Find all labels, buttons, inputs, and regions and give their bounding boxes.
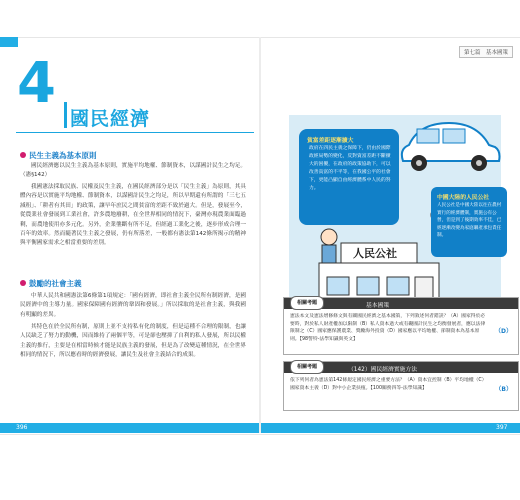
small-bubble-title: 中國大陸的人民公社 — [437, 195, 490, 201]
bullet-icon — [20, 280, 26, 286]
section-heading-1 — [20, 150, 97, 161]
section-heading-1-text: 民生主義為基本原則 — [29, 151, 97, 160]
right-page-content — [261, 37, 520, 433]
exam-box-2-body: 依下列何者為憲法第142條規定國民經濟之重要方法？（A）資本宜控制（B）平均地權（C）國家資本主義（D）對中小企業扶植。【100關務四等-法學知識】 — [290, 378, 485, 391]
bullet-icon — [20, 152, 26, 158]
left-page-number: 396 — [16, 424, 28, 431]
chapter-number: 4 — [17, 51, 56, 116]
paragraph-4: 其特色在於全民所有制，原則上並不支持私有化的制度，但是這種不合理的限制，也讓人民缺乏了努力的動機，因而維持了兩個平等，可是卻也壓抑了自利的私人發展，所以民權主義的推行，主要是在相當時候才能是民族主義的發展，但是為了改變這種情況，在全世界相同的情況下，所以應看時的經濟發展，讓民生及社會主義結合的成果。 — [20, 324, 246, 359]
exam-box-1-body: 憲法本文及憲法增修條文與有關國民經濟之基本國策，下列敘述何者錯誤？（A）國家得於必要時，對於私人財產權加以限制（B）私人資本過大或有礙國計民生之均衡發展者，應以法律限制之（C）國家應保護農業、獎勵海外投資（D）國家應以平均地權、節制資本為基本原則。【98警特-法學知識與英文】 — [290, 314, 486, 342]
chapter-title: 國民經濟 — [70, 108, 151, 130]
exam-box-1-answer: （D） — [495, 328, 512, 335]
car-icon — [402, 123, 500, 171]
running-header: 第七篇 基本國策 — [459, 46, 513, 58]
section-heading-2-text: 鼓勵的社會主義 — [29, 279, 82, 288]
main-bubble-title: 貧富差距逐漸擴大 — [307, 138, 354, 144]
left-top-stripe — [0, 37, 18, 47]
exam-box-1-tag: 相關考題 — [290, 296, 324, 310]
paragraph-3: 中華人民共和國憲法第6條第1項規定：「國有經濟，即社會主義全民所有制經濟，是國民經濟中的主導力量。國家保障國有經濟的鞏固和發展。」所以採取的是社會主義，與我國有明顯的差異。 — [20, 293, 246, 318]
shop-sign: 人民公社 — [353, 247, 397, 260]
paragraph-2: 我國憲法採取民族、民權及民生主義，在國民經濟部分是以「民生主義」為原則，其具體內容是以實施平均地權、節制資本，以謀國計民生之均足，所以早期還有所謂的「三七五減租」、「耕者有其田」的政策，讓早年庶民之間貧富的差距不致於過大。但是，發展至今，從農業社會發展到工業社會，許多農地廢耕，在全世界相同的情況下，臺灣亦現農業面臨過剩，而農地使用亦多元化。另外，企業壟斷有所不足，但經過工業化之後，逐步形成合理一百年的效率。然而隨著民生主義之發展，仍有所落差，一般都有憲法第142條所揭示的精神與平衡國家需求之相當重要的差別。 — [20, 184, 246, 247]
main-bubble — [299, 129, 399, 225]
right-page-number: 397 — [496, 424, 508, 431]
exam-box-2-title: （142）國民經濟實施方法 — [348, 367, 418, 373]
chapter-rule — [16, 132, 254, 133]
left-bottom-stripe — [0, 423, 259, 433]
exam-box-2-tag: 相關考題 — [290, 360, 324, 374]
small-bubble-text: 人民公社是中國大陸以往在農村實行的經濟體制，實施公有公營，但是到了後期效率不佳，已經逐漸改變為家庭聯產承包責任制。 — [437, 203, 502, 239]
exam-box-2-answer: （B） — [495, 386, 512, 393]
exam-box-1 — [283, 297, 519, 355]
small-bubble — [431, 187, 507, 257]
exam-box-2 — [283, 361, 519, 411]
section-heading-2 — [20, 278, 82, 289]
paragraph-1: 國民經濟應以民生主義為基本原則，實施平均地權、節制資本，以謀國計民生之均足。（憲§142） — [20, 163, 246, 179]
exam-box-1-title: 基本國策 — [366, 303, 390, 309]
main-bubble-text: 政府在四民主義之保障下，仍由於國際政經局勢的變化，反對資富差距不斷擴大的困擾，在政府的政策協助下，可以改善貧富的不平等，在我國公平的社會下，更能凸顯自由經濟體系中人民的努力。 — [309, 146, 391, 191]
